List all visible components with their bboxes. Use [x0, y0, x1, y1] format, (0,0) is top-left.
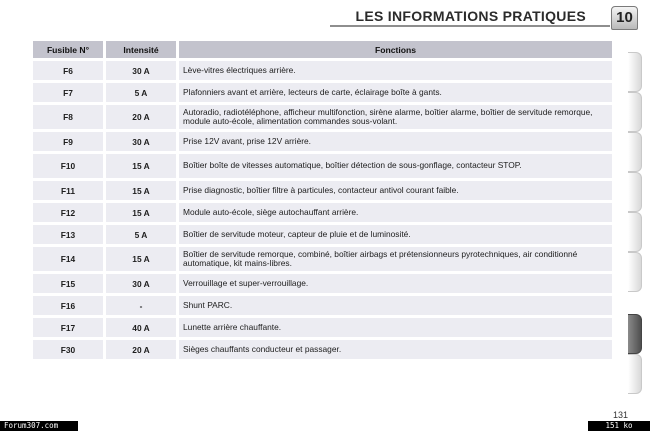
fuse-function: Verrouillage et super-verrouillage.: [176, 274, 612, 293]
fuse-amperage: 20 A: [103, 105, 176, 129]
table-row: [33, 296, 612, 315]
table-row: [33, 105, 612, 129]
fuse-number: F12: [33, 203, 103, 222]
fuse-number: F8: [33, 105, 103, 129]
fuse-number: F11: [33, 181, 103, 200]
fuse-amperage: -: [103, 296, 176, 315]
fuse-function: Module auto-école, siège autochauffant arrière.: [176, 203, 612, 222]
fuse-number: F9: [33, 132, 103, 151]
fuse-function: Lève-vitres électriques arrière.: [176, 61, 612, 80]
table-row: [33, 247, 612, 271]
fuse-function: Boîtier de servitude remorque, combiné, boîtier airbags et prétensionneurs pyrotechniques, air conditionné automatique, kit mains-libres.: [176, 247, 612, 271]
fuse-amperage: 30 A: [103, 61, 176, 80]
side-tab[interactable]: [628, 52, 642, 92]
fuse-amperage: 15 A: [103, 154, 176, 178]
fuse-function: Boîtier boîte de vitesses automatique, boîtier détection de sous-gonflage, contacteur STOP.: [176, 154, 612, 178]
fuse-function: Plafonniers avant et arrière, lecteurs de carte, éclairage boîte à gants.: [176, 83, 612, 102]
table-row: [33, 274, 612, 293]
side-tab[interactable]: [628, 92, 642, 132]
fuse-amperage: 40 A: [103, 318, 176, 337]
table-row: [33, 225, 612, 244]
column-header-fuse: Fusible N°: [33, 41, 103, 58]
file-size-label: 151 ko: [588, 421, 650, 431]
side-tab[interactable]: [628, 132, 642, 172]
fuse-number: F13: [33, 225, 103, 244]
table-row: [33, 340, 612, 359]
fuse-function: Sièges chauffants conducteur et passager.: [176, 340, 612, 359]
column-header-functions: Fonctions: [176, 41, 612, 58]
table-row: [33, 203, 612, 222]
fuse-number: F10: [33, 154, 103, 178]
page-title: LES INFORMATIONS PRATIQUES: [355, 8, 586, 24]
page-header: [0, 0, 650, 32]
fuse-function: Boîtier de servitude moteur, capteur de pluie et de luminosité.: [176, 225, 612, 244]
table-row: [33, 318, 612, 337]
column-header-amperage: Intensité: [103, 41, 176, 58]
page-number: 131: [613, 410, 629, 420]
table-header-row: [33, 41, 612, 58]
fuse-function: Autoradio, radiotéléphone, afficheur multifonction, sirène alarme, boîtier alarme, boîtier de servitude remorque, module auto-école, alimentation commandes sous-volant.: [176, 105, 612, 129]
fuse-amperage: 15 A: [103, 247, 176, 271]
fuse-amperage: 30 A: [103, 132, 176, 151]
chapter-number-badge: 10: [611, 6, 638, 30]
side-tab[interactable]: [628, 354, 642, 394]
fuse-number: F16: [33, 296, 103, 315]
header-rule: [330, 25, 610, 27]
fuse-function: Prise diagnostic, boîtier filtre à particules, contacteur antivol courant faible.: [176, 181, 612, 200]
forum-watermark: Forum307.com: [0, 421, 78, 431]
fuse-number: F17: [33, 318, 103, 337]
fuse-number: F15: [33, 274, 103, 293]
fuse-amperage: 5 A: [103, 83, 176, 102]
fuse-amperage: 5 A: [103, 225, 176, 244]
table-row: [33, 154, 612, 178]
table-row: [33, 83, 612, 102]
side-tab[interactable]: [628, 172, 642, 212]
side-tab[interactable]: [628, 252, 642, 292]
fuse-number: F7: [33, 83, 103, 102]
fuse-function: Lunette arrière chauffante.: [176, 318, 612, 337]
side-tab[interactable]: [628, 212, 642, 252]
fuse-amperage: 15 A: [103, 181, 176, 200]
fuse-number: F30: [33, 340, 103, 359]
side-tab-active[interactable]: [628, 314, 642, 354]
fuse-amperage: 30 A: [103, 274, 176, 293]
fuse-function: Prise 12V avant, prise 12V arrière.: [176, 132, 612, 151]
fuse-amperage: 15 A: [103, 203, 176, 222]
table-row: [33, 181, 612, 200]
fuse-table: [33, 38, 612, 362]
fuse-function: Shunt PARC.: [176, 296, 612, 315]
table-row: [33, 132, 612, 151]
fuse-number: F6: [33, 61, 103, 80]
fuse-number: F14: [33, 247, 103, 271]
table-row: [33, 61, 612, 80]
fuse-amperage: 20 A: [103, 340, 176, 359]
